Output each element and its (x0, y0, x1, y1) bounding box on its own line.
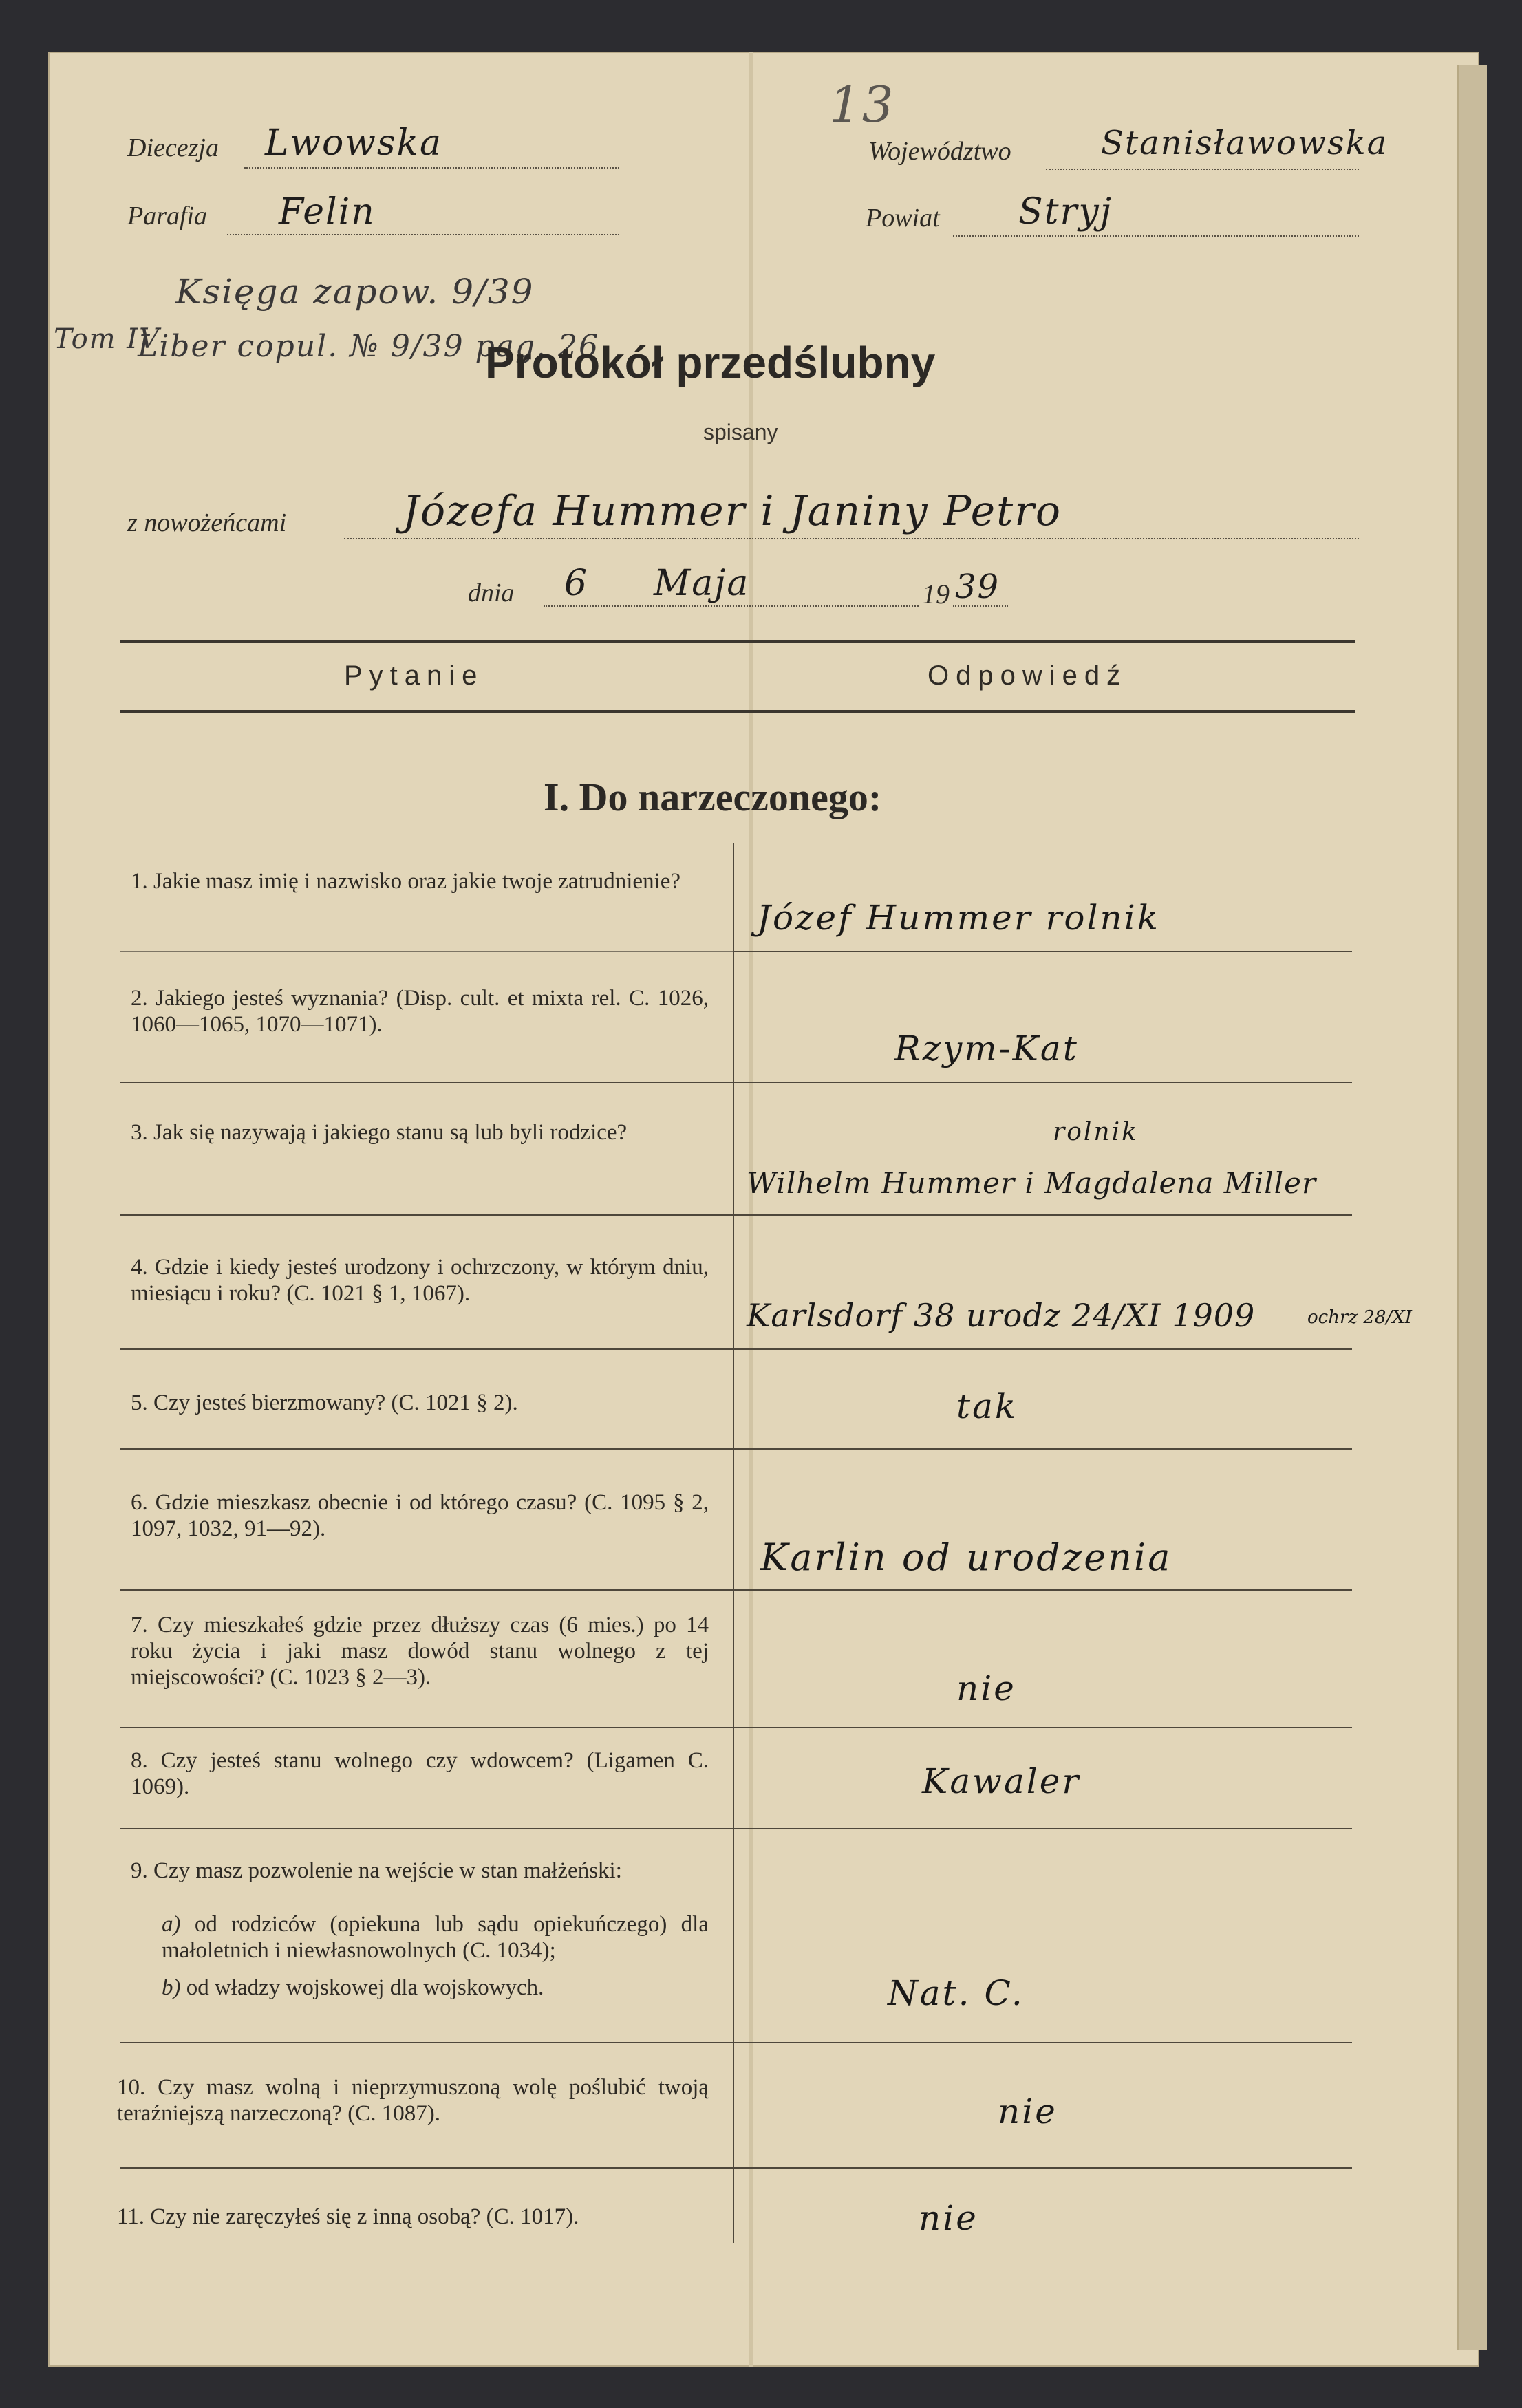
answer-6: Karlin od urodzenia (760, 1536, 1172, 1579)
diecezja-value: Lwowska (265, 122, 443, 164)
question-11: 11. Czy nie zaręczyłeś się z inną osobą? (C. 1017). (117, 2204, 579, 2229)
dnia-label: dnia (468, 579, 515, 608)
answer-3: Wilhelm Hummer i Magdalena Miller (747, 1166, 1317, 1200)
row-separator (120, 1727, 1352, 1728)
question-text: Jakie masz imię i nazwisko oraz jakie twoje zatrudnienie? (153, 869, 681, 894)
question-number: 1. (131, 869, 148, 894)
document-title: Protokół przedślubny (485, 338, 936, 387)
row-separator (120, 2042, 1352, 2043)
table-top-rule (120, 640, 1355, 643)
nowozencami-value: Józefa Hummer i Janiny Petro (403, 487, 1062, 535)
question-3: 3. Jak się nazywają i jakiego stanu są lub byli rodzice? (131, 1120, 628, 1145)
document-paper (48, 52, 1479, 2367)
answer-2: Rzym-Kat (894, 1029, 1079, 1068)
row-separator (120, 1448, 1352, 1450)
answer-11: nie (919, 2198, 978, 2238)
diecezja-label: Diecezja (127, 133, 219, 162)
question-4: 4. Gdzie i kiedy jesteś urodzony i ochrzczony, w którym dniu, miesiącu i roku? (C. 1021 § 1, 1067). (131, 1255, 709, 1306)
question-10: 10. Czy masz wolną i nieprzymuszoną wolę poślubić twoją teraźniejszą narzeczoną? (C. 1087). (117, 2075, 709, 2126)
nowozencami-label: z nowożeńcami (127, 508, 287, 537)
question-8: 8. Czy jesteś stanu wolnego czy wdowcem? (Ligamen C. 1069). (131, 1748, 709, 1799)
row-separator (120, 1082, 1352, 1083)
powiat-value: Stryj (1018, 191, 1113, 233)
wojewodztwo-value: Stanisławowska (1101, 124, 1389, 162)
question-1 (131, 868, 709, 894)
wojewodztwo-line (1046, 169, 1359, 170)
row-separator (120, 1589, 1352, 1591)
row-separator (120, 1214, 1352, 1216)
question-7: 7. Czy mieszkałeś gdzie przez dłuższy czas (6 mies.) po 14 roku życia i jaki masz dowód stanu wolnego z tej miejscowości? (C. 1023 § 2—3). (131, 1613, 709, 1690)
diecezja-line (244, 167, 619, 169)
question-5: 5. Czy jesteś bierzmowany? (C. 1021 § 2). (131, 1390, 518, 1415)
wojewodztwo-label: Województwo (868, 137, 1011, 166)
answer-8: Kawaler (922, 1761, 1081, 1801)
nowozencami-line (344, 538, 1359, 539)
page-number: 13 (829, 76, 895, 133)
question-6: 6. Gdzie mieszkasz obecnie i od którego czasu? (C. 1095 § 2, 1097, 1032, 91—92). (131, 1490, 709, 1541)
answer-10: nie (998, 2092, 1058, 2131)
parafia-line (227, 234, 619, 235)
column-header-question: Pytanie (344, 660, 484, 691)
dnia-year-suffix: 39 (955, 568, 1000, 606)
parafia-label: Parafia (127, 202, 208, 230)
row-separator (120, 1348, 1352, 1350)
row-separator (120, 1828, 1352, 1829)
powiat-line (953, 235, 1359, 237)
parafia-value: Felin (279, 191, 376, 233)
answer-7: nie (956, 1668, 1016, 1708)
row-separator (733, 951, 1352, 952)
dnia-month: Maja (654, 563, 750, 604)
answer-4-note: ochrz 28/XI (1307, 1307, 1412, 1328)
spisany-label: spisany (703, 420, 778, 444)
ksiega-note: Księga zapow. 9/39 (175, 272, 535, 312)
dnia-day: 6 (564, 563, 589, 604)
answer-3-above: rolnik (1053, 1118, 1139, 1146)
column-header-answer: Odpowiedź (928, 660, 1128, 691)
answer-9: Nat. C. (888, 1973, 1025, 2013)
paper-edge (1457, 65, 1487, 2350)
section-title: I. Do narzeczonego: (544, 775, 882, 819)
tom-note: Tom IV (54, 323, 160, 355)
row-separator (120, 2167, 1352, 2169)
answer-5: tak (956, 1386, 1018, 1426)
dnia-year-prefix: 19 (922, 579, 950, 610)
question-9-sub-a: a) od rodziców (opiekuna lub sądu opiekuńczego) dla małoletnich i niewłasnowolnych (C. 1034); (162, 1912, 709, 1963)
column-divider (733, 843, 734, 2243)
answer-1: Józef Hummer rolnik (757, 898, 1160, 938)
table-header-rule (120, 710, 1355, 713)
dnia-line (544, 605, 919, 607)
row-separator (120, 951, 733, 952)
question-9-sub-b: b) od władzy wojskowej dla wojskowych. (162, 1975, 544, 2000)
fold-line (749, 52, 753, 2367)
answer-4: Karlsdorf 38 urodz 24/XI 1909 (747, 1297, 1256, 1334)
liber-note: Liber copul. № 9/39 pag. 26 (138, 329, 600, 364)
question-9: 9. Czy masz pozwolenie na wejście w stan małżeński: (131, 1858, 622, 1883)
question-2: 2. Jakiego jesteś wyznania? (Disp. cult. et mixta rel. C. 1026, 1060—1065, 1070—1071). (131, 986, 709, 1037)
powiat-label: Powiat (866, 204, 940, 233)
